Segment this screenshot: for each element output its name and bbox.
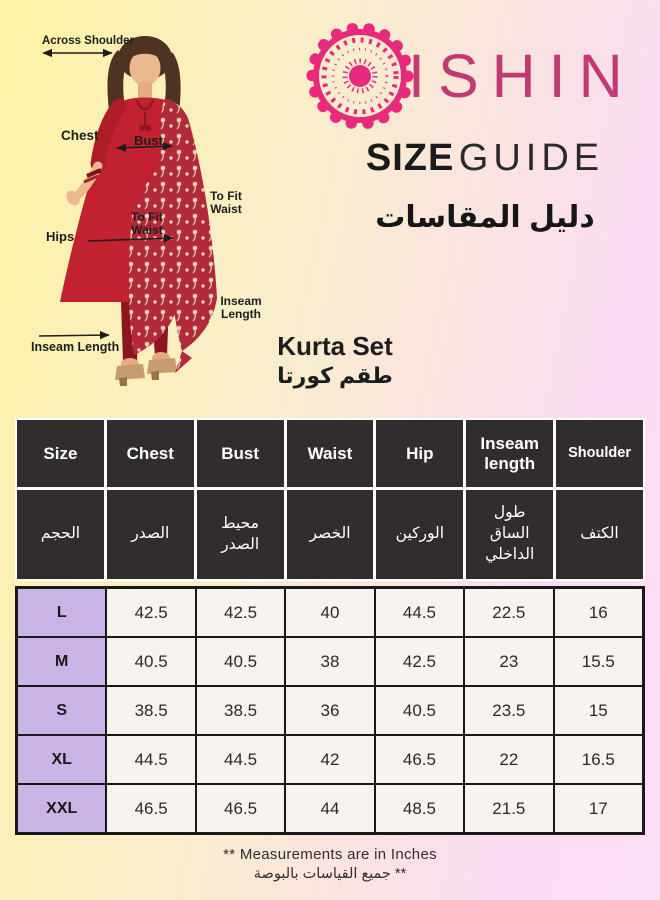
value-cell: 38.5 <box>197 687 284 734</box>
label-hips: Hips <box>46 229 75 244</box>
footnote-english: ** Measurements are in Inches <box>223 846 437 863</box>
col-header-size: Size <box>17 420 104 487</box>
value-cell: 16.5 <box>555 736 642 783</box>
size-cell: L <box>18 589 105 636</box>
value-cell: 44.5 <box>107 736 194 783</box>
value-cell: 42.5 <box>376 638 463 685</box>
col-header-waist-ar: الخصر <box>287 490 374 579</box>
col-header-waist: Waist <box>287 420 374 487</box>
size-guide-title <box>330 137 640 180</box>
brand-wordmark: ISHIN <box>408 42 636 110</box>
value-cell: 23.5 <box>465 687 552 734</box>
guide-word: GUIDE <box>458 137 605 179</box>
value-cell: 21.5 <box>465 785 552 832</box>
value-cell: 17 <box>555 785 642 832</box>
product-title-arabic: طقم كورتا <box>277 363 393 388</box>
model-measurement-diagram <box>15 20 265 395</box>
value-cell: 22 <box>465 736 552 783</box>
value-cell: 40.5 <box>376 687 463 734</box>
table-header-row-en <box>17 420 643 487</box>
col-header-shoulder: Shoulder <box>556 420 643 487</box>
table-row <box>18 638 642 685</box>
value-cell: 23 <box>465 638 552 685</box>
col-header-chest: Chest <box>107 420 194 487</box>
label-to-fit-waist-center: To Fit Waist <box>131 210 163 238</box>
table-header <box>15 418 645 581</box>
col-header-bust-ar: محيط الصدر <box>197 490 284 579</box>
label-to-fit-waist-right: To Fit Waist <box>210 189 242 217</box>
value-cell: 38 <box>286 638 373 685</box>
value-cell: 48.5 <box>376 785 463 832</box>
value-cell: 42.5 <box>197 589 284 636</box>
col-header-chest-ar: الصدر <box>107 490 194 579</box>
value-cell: 46.5 <box>376 736 463 783</box>
size-cell: XXL <box>18 785 105 832</box>
col-header-hip-ar: الوركين <box>376 490 463 579</box>
size-cell: M <box>18 638 105 685</box>
value-cell: 40.5 <box>197 638 284 685</box>
table-header-row-ar <box>17 490 643 579</box>
table-row <box>18 687 642 734</box>
value-cell: 40.5 <box>107 638 194 685</box>
label-inseam-length-bottom: Inseam Length <box>31 340 120 354</box>
size-guide-title-arabic: دليل المقاسات <box>375 201 595 234</box>
col-header-bust: Bust <box>197 420 284 487</box>
brand-mandala-icon <box>304 20 416 132</box>
product-title: Kurta Set <box>277 331 393 361</box>
value-cell: 15 <box>555 687 642 734</box>
col-header-size-ar: الحجم <box>17 490 104 579</box>
size-chart-table <box>15 418 645 835</box>
label-across-shoulder: Across Shoulder <box>42 35 135 47</box>
value-cell: 22.5 <box>465 589 552 636</box>
value-cell: 42.5 <box>107 589 194 636</box>
value-cell: 46.5 <box>197 785 284 832</box>
label-chest: Chest <box>61 128 99 143</box>
value-cell: 44.5 <box>197 736 284 783</box>
value-cell: 40 <box>286 589 373 636</box>
col-header-inseam-ar: طول الساق الداخلي <box>466 490 553 579</box>
value-cell: 42 <box>286 736 373 783</box>
value-cell: 36 <box>286 687 373 734</box>
table-row <box>18 589 642 636</box>
size-word: SIZE <box>365 137 455 179</box>
table-row <box>18 736 642 783</box>
label-bust: Bust <box>134 133 163 148</box>
size-cell: S <box>18 687 105 734</box>
table-row <box>18 785 642 832</box>
value-cell: 38.5 <box>107 687 194 734</box>
size-cell: XL <box>18 736 105 783</box>
table-body <box>15 586 645 835</box>
footnote-arabic: ** جميع القياسات بالبوصة <box>253 866 407 882</box>
value-cell: 46.5 <box>107 785 194 832</box>
value-cell: 16 <box>555 589 642 636</box>
col-header-hip: Hip <box>376 420 463 487</box>
label-inseam-length-right: Inseam Length <box>220 294 262 322</box>
value-cell: 44 <box>286 785 373 832</box>
footnote <box>0 846 660 882</box>
value-cell: 44.5 <box>376 589 463 636</box>
col-header-shoulder-ar: الكتف <box>556 490 643 579</box>
col-header-inseam: Inseam length <box>466 420 553 487</box>
value-cell: 15.5 <box>555 638 642 685</box>
